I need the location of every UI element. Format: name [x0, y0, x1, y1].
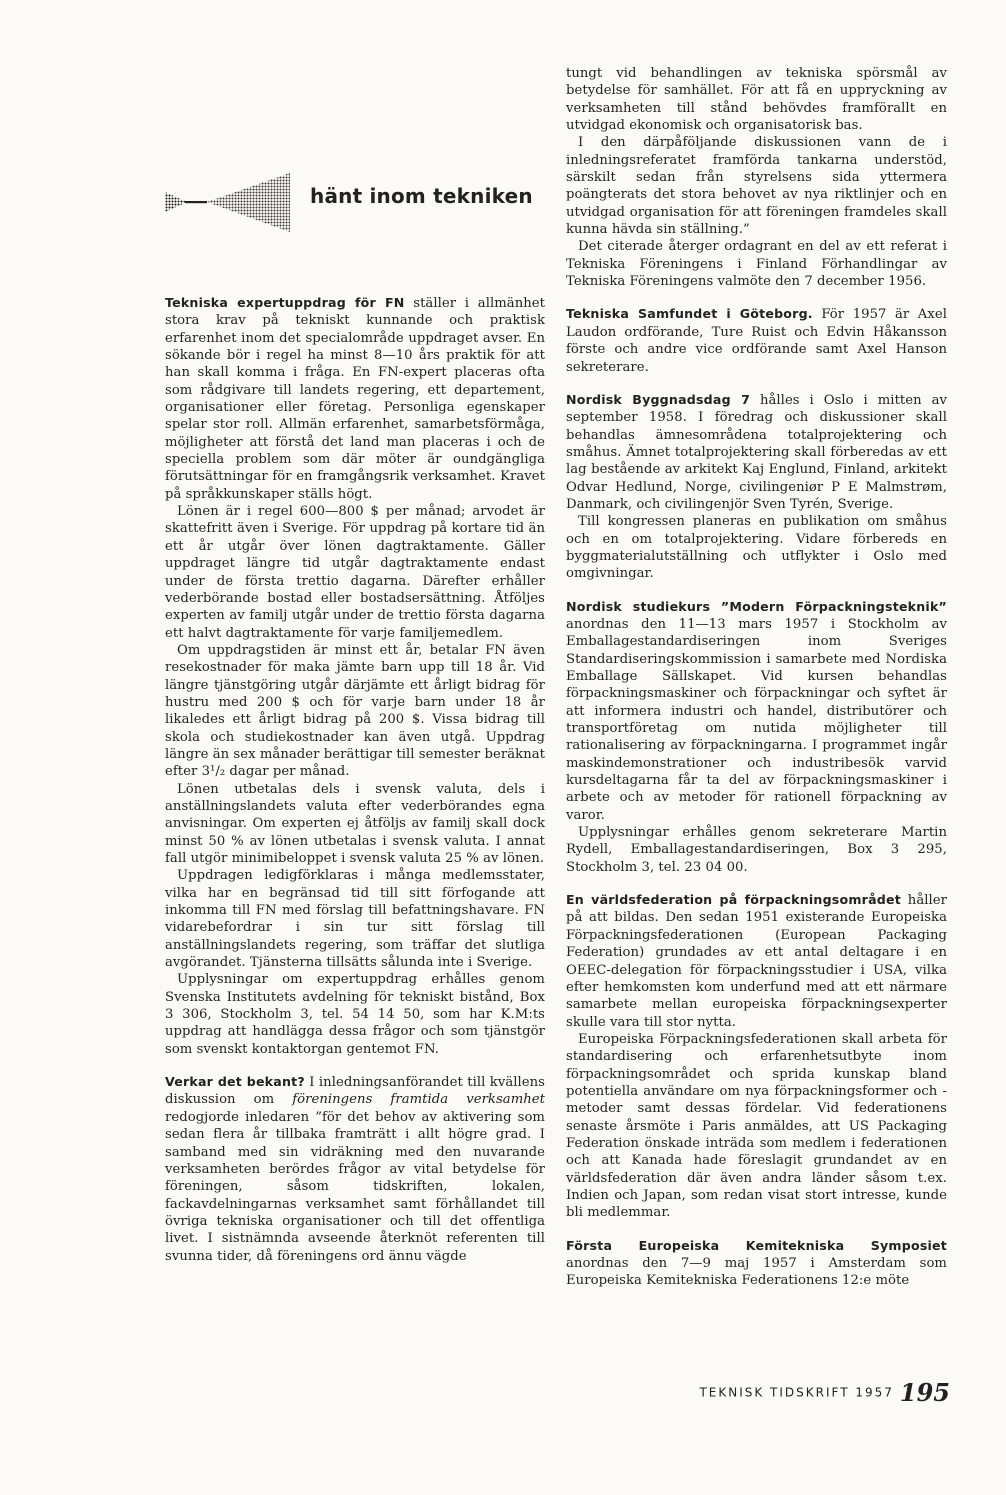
paragraph: Upplysningar erhålles genom sekreterare Martin Rydell, Emballagestandardiseringen, Box 3 295, Stockholm 3, tel. 23 04 00.: [566, 825, 947, 875]
paragraph: håller på att bildas. Den sedan 1951 existerande Europeiska Förpackningsfederationen (European Packaging Federation) grundades av ett antal deltagare i en OEEC-delegation för förpackningsstudier i USA, vilka efter hemkomsten kom underfund med att ett närmare samarbete mellan europeiska förpackningsexperter skulle vara till stor nytta.: [566, 893, 947, 1030]
paragraph: hålles i Oslo i mitten av september 1958. I föredrag och diskussioner skall behandlas ämnesområdena totalprojektering och småhus. Ämnet totalprojektering skall förberedas av ett lag bestående av arkitekt Kaj Englund, Finland, arkitekt Odvar Hedlund, Norge, civilingeniør P E Malmstrøm, Danmark, och civilingenjör Sven Tyrén, Sverige.: [566, 392, 947, 512]
article-heading: Tekniska Samfundet i Göteborg.: [566, 306, 813, 322]
paragraph: tungt vid behandlingen av tekniska spörsmål av betydelse för samhället. För att få en uppryckning av verksamheten till stånd behövdes framförallt en utvidgad ekonomisk och organisatorisk bas.: [566, 66, 947, 134]
paragraph-text: redogjorde inledaren ”för det behov av aktivering som sedan flera år tillbaka framträtt i allt högre grad. I samband med sin vidräkning med den nuvarande verksamheten berördes frågor av vital betydelse för föreningen, såsom tidskriften, lokalen, fackavdelningarnas verksamhet samt förhållandet till övriga tekniska organisationer och till det offentliga livet. I sistnämnda avseende återknöt referenten till svunna tider, då föreningens ord ännu vägde: [165, 1109, 545, 1264]
article-verkar-det-bekant: [165, 1073, 545, 1265]
paragraph: anordnas den 11—13 mars 1957 i Stockholm av Emballagestandardiseringen inom Sveriges Standardiseringskommission i samarbete med Nordiska Emballage Sällskapet. Vid kursen behandlas förpackningsmaskiner och förpackningar och syftet är att informera industri och handel, distributörer och transportföretag om nutida möjligheter till rationalisering av förpackningarna. I programmet ingår maskindemonstrationer och industribesök varvid kursdeltagarna får ta del av förpackningsmaskiner i arbete och av metoder för rationell förpackning av varor.: [566, 616, 947, 823]
paragraph: Till kongressen planeras en publikation om småhus och en om totalprojektering. Vidare förbereds en byggmaterialutställning och utflykter i Oslo med omgivningar.: [566, 514, 947, 582]
paragraph: Europeiska Förpackningsfederationen skall arbeta för standardisering och erfarenhetsutbyte inom förpackningsområdet och sprida kunskap bland potentiella användare om nya förpackningsformer och -metoder samt dessas fördelar. Vid federationens senaste årsmöte i Paris anmäldes, att US Packaging Federation önskade inträda som medlem i federationen och att Kanada hade föreslagit grundandet av en världsfederation där även andra länder såsom t.ex. Indien och Japan, som redan visat stort intresse, kunde bli medlemmar.: [566, 1031, 947, 1221]
paragraph: Upplysningar om expertuppdrag erhålles genom Svenska Institutets avdelning för tekniskt bistånd, Box 3 306, Stockholm 3, tel. 54 14 50, som har K.M:ts uppdrag att handlägga dessa frågor och som tjänstgör som svenskt kontaktorgan gentemot FN.: [165, 972, 545, 1057]
article-heading: Nordisk studiekurs ”Modern Förpackningsteknik”: [566, 598, 947, 614]
article-heading: Tekniska expertuppdrag för FN: [165, 295, 405, 310]
paragraph: För 1957 är Axel Laudon ordförande, Ture Ruist och Edvin Håkansson förste och andre vice ordförande samt Axel Hanson sekreterare.: [566, 307, 947, 375]
left-column: [165, 294, 545, 1265]
article-kemitekniska-symposiet: [566, 1237, 947, 1290]
article-nordisk-studiekurs: [566, 598, 947, 824]
magazine-name: TEKNISK TIDSKRIFT 1957: [699, 1385, 894, 1400]
article-fn-experts: [165, 294, 545, 503]
section-header: [165, 170, 545, 240]
article-tekniska-samfundet: [566, 305, 947, 375]
paragraph-text: I inledningsanförandet till kvällens diskussion om: [165, 1075, 545, 1108]
right-column: [566, 65, 947, 1290]
article-heading: En världsfederation på förpackningsområdet: [566, 892, 901, 908]
article-heading: Första Europeiska Kemitekniska Symposiet: [566, 1237, 947, 1253]
page-number: 195: [899, 1378, 950, 1407]
paragraph: anordnas den 7—9 maj 1957 i Amsterdam som Europeiska Kemitekniska Federationens 12:e möte: [566, 1256, 947, 1289]
article-heading: Verkar det bekant?: [165, 1074, 305, 1090]
article-heading: Nordisk Byggnadsdag 7: [566, 391, 751, 407]
paragraph: Om uppdragstiden är minst ett år, betalar FN även resekostnader för maka jämte barn upp till 18 år. Vid längre tjänstgöring utgår därjämte ett årligt bidrag för hustru med 200 $ och för varje barn under 18 år likaledes ett årligt bidrag på 200 $. Vissa bidrag till skola och studiekostnader kan även utgå. Uppdrag längre än sex månader berättigar till semester beräknat efter 3¹/₂ dagar per månad.: [165, 642, 545, 780]
article-varldsfederation: [566, 891, 947, 1031]
paragraph: ställer i allmänhet stora krav på tekniskt kunnande och praktisk erfarenhet inom det specialområde uppdraget avser. En sökande bör i regel ha minst 8—10 års praktik för att han skall komma i fråga. En FN-expert placeras ofta som rådgivare till landets regering, ett departement, organisationer eller företag. Personliga egenskaper spelar stor roll. Allmän erfarenhet, samarbetsförmåga, möjligheter att förstå det land man placeras i och de speciella problem som där möter är oundgängliga förutsättningar för en framgångsrik verksamhet. Kravet på språkkunskaper ställs högt.: [165, 296, 545, 502]
paragraph: Lönen utbetalas dels i svensk valuta, dels i anställningslandets valuta efter vederbörandes egna anvisningar. Om experten ej åtföljs av familj skall dock minst 50 % av lönen utbetalas i svensk valuta. I annat fall utgör minimibeloppet i svensk valuta 25 % av lönen.: [165, 781, 545, 866]
page-footer: [680, 1378, 950, 1407]
article-nordisk-byggnadsdag: [566, 391, 947, 513]
page-title: hänt inom tekniken: [310, 184, 533, 208]
italic-text: föreningens framtida verksamhet: [292, 1092, 545, 1108]
paragraph: I den därpåföljande diskussionen vann de i inledningsreferatet framförda tankarna understöd, särskilt sedan från styrelsens sida yttermera poängterats det stora behovet av nya riktlinjer och en utvidgad organisation för att föreningen framdeles skall kunna hävda sin ställning.”: [566, 135, 947, 238]
paragraph: Det citerade återger ordagrant en del av ett referat i Tekniska Föreningens i Finland Förhandlingar av Tekniska Föreningens valmöte den 7 december 1956.: [566, 239, 947, 290]
paragraph: Lönen är i regel 600—800 $ per månad; arvodet är skattefritt även i Sverige. För uppdrag på kortare tid än ett år utgår över lönen dagtraktamente. Gäller uppdraget längre tid utgår dagtraktamente endast under de första trettio dagarna. Därefter erhåller vederbörande bostad eller bostadsersättning. Åtföljes experten av familj utgår under de trettio första dagarna ett halvt dagtraktamente för varje familjemedlem.: [165, 504, 545, 641]
paragraph: Uppdragen ledigförklaras i många medlemsstater, vilka har en begränsad tid till sitt förfogande att inkomma till FN med förslag till befattningshavare. FN vidarebefordrar i sin tur sitt förslag till anställningslandets regering, som träffar det slutliga avgörandet. Tjänsterna tillsätts sålunda inte i Sverige.: [165, 868, 545, 971]
arrow-dots-icon: [165, 170, 295, 240]
